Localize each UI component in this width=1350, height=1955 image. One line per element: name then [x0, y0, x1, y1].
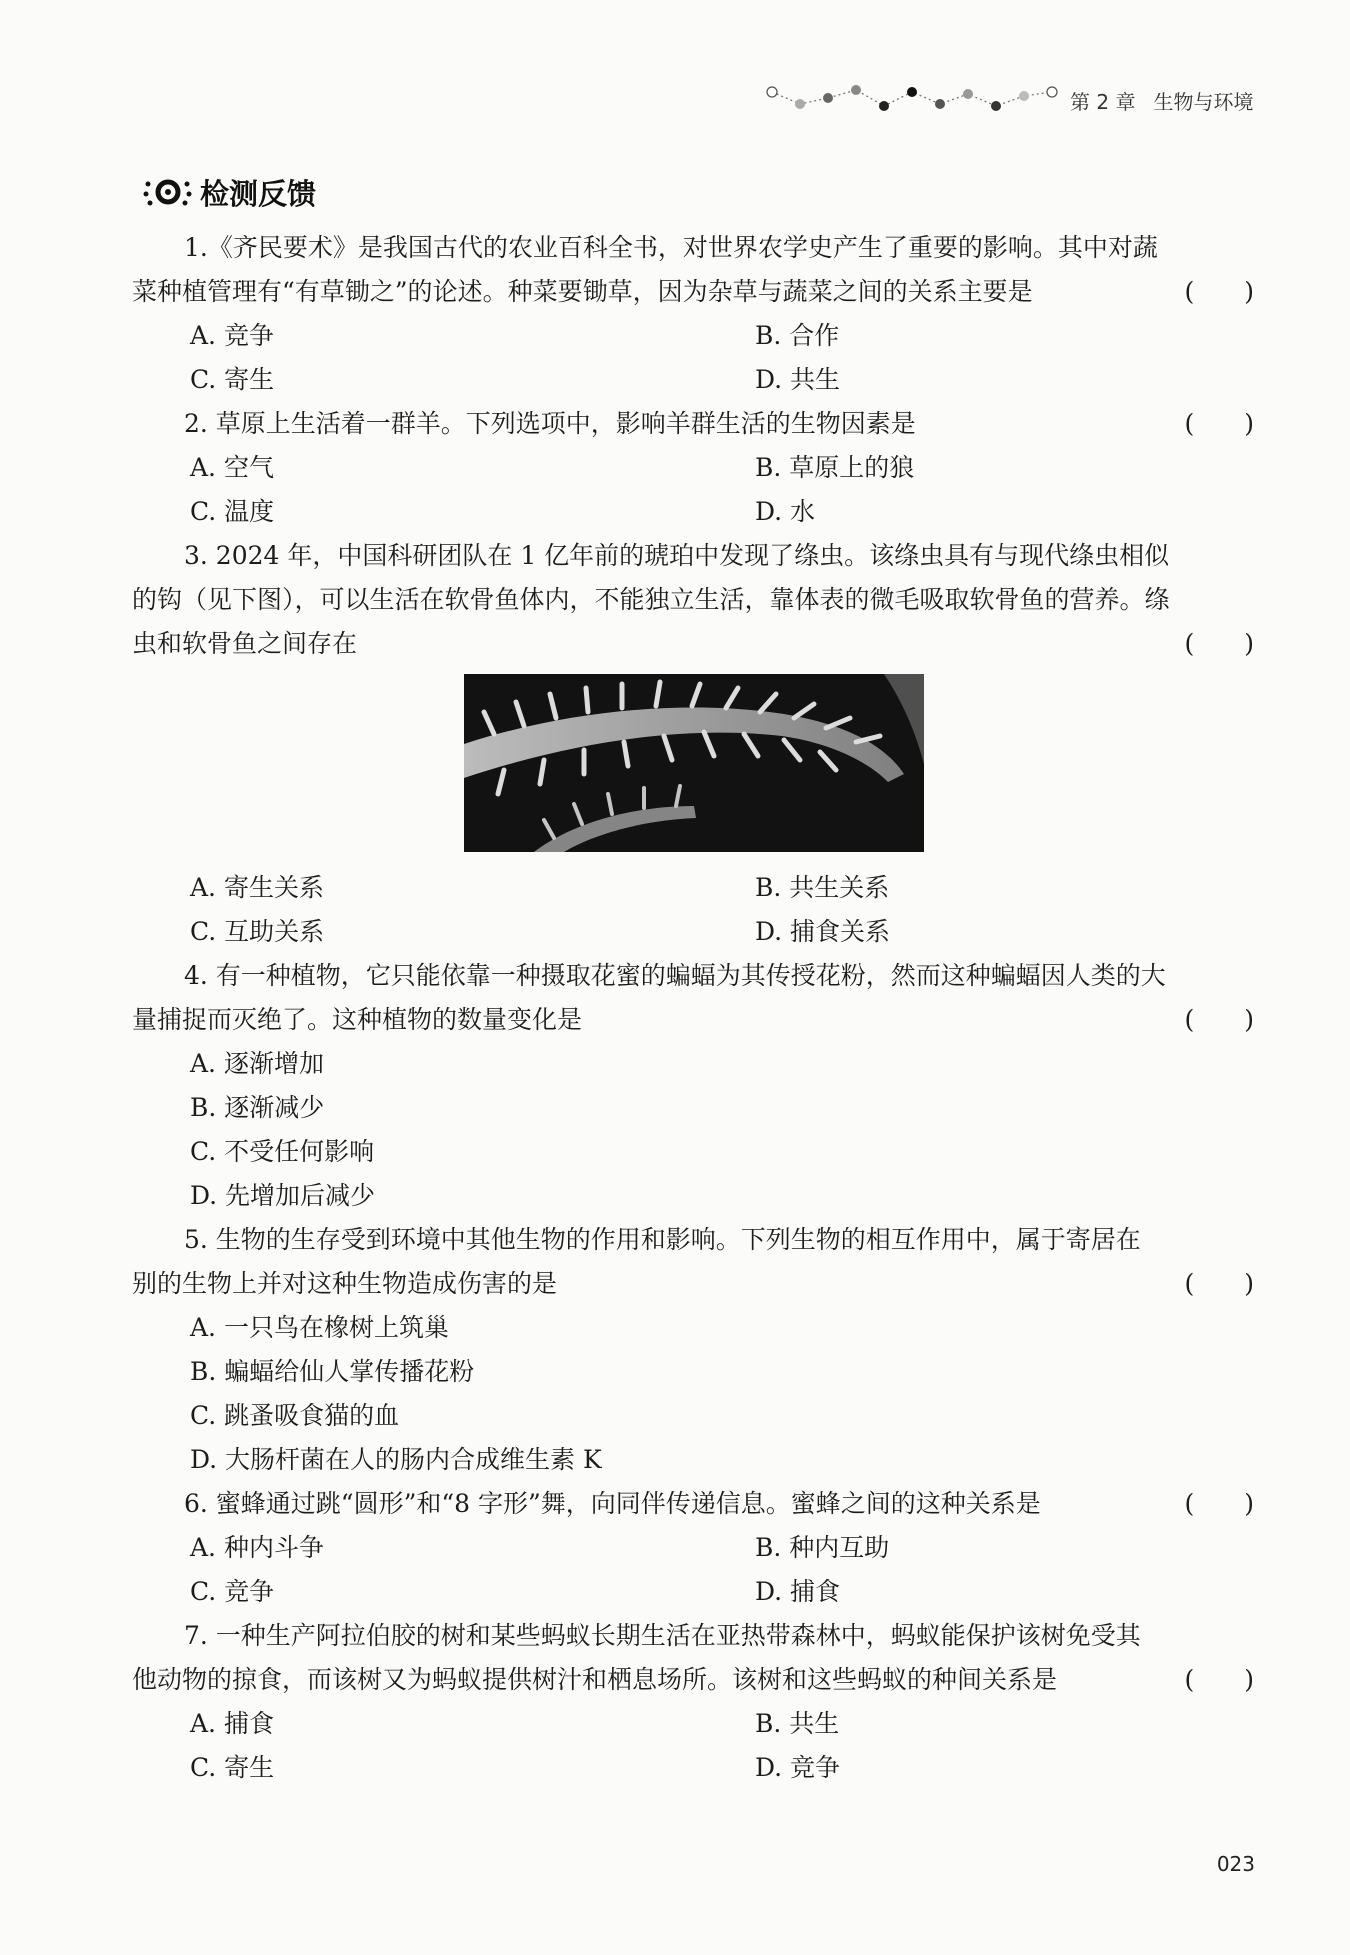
option-d: D. 捕食关系 — [755, 917, 891, 946]
answer-bracket: ( ) — [1184, 277, 1254, 306]
option-c: C. 竞争 — [190, 1577, 275, 1606]
question-stem-text: 他动物的掠食，而该树又为蚂蚁提供树汁和栖息场所。该树和这些蚂蚁的种间关系是 — [132, 1665, 1058, 1694]
option-row — [132, 1526, 1262, 1570]
question-stem-line: 1.《齐民要术》是我国古代的农业百科全书，对世界农学史产生了重要的影响。其中对蔬 — [184, 233, 1158, 262]
option-b: B. 共生关系 — [755, 873, 890, 902]
answer-bracket: ( ) — [1184, 1269, 1254, 1298]
question-stem-line — [132, 402, 1262, 446]
question-6 — [132, 1482, 1262, 1614]
option-d: D. 水 — [755, 497, 816, 526]
option-a: A. 空气 — [190, 453, 274, 482]
chapter-number: 第 2 章 — [1070, 90, 1136, 114]
question-stem-text: 量捕捉而灭绝了。这种植物的数量变化是 — [132, 1005, 583, 1034]
option-b: B. 逐渐减少 — [190, 1093, 325, 1122]
question-1 — [132, 226, 1262, 402]
option-d: D. 共生 — [755, 365, 841, 394]
page-number: 023 — [1216, 1852, 1255, 1876]
question-stem-line — [132, 1262, 1262, 1306]
option-b: B. 草原上的狼 — [755, 453, 915, 482]
magnifier-ring-icon — [138, 170, 194, 214]
option-b: B. 种内互助 — [755, 1533, 890, 1562]
option-row — [132, 910, 1262, 954]
question-7 — [132, 1614, 1262, 1790]
question-stem-line — [132, 270, 1262, 314]
section-heading — [138, 170, 316, 214]
question-stem-text: 菜种植管理有“有草锄之”的论述。种菜要锄草，因为杂草与蔬菜之间的关系主要是 — [132, 277, 1033, 306]
question-list — [132, 226, 1262, 1790]
option-d: D. 捕食 — [755, 1577, 841, 1606]
question-stem-line — [132, 1658, 1262, 1702]
option-row — [132, 1702, 1262, 1746]
option-d: D. 竞争 — [755, 1753, 841, 1782]
question-stem-text: 6. 蜜蜂通过跳“圆形”和“8 字形”舞，向同伴传递信息。蜜蜂之间的这种关系是 — [184, 1489, 1041, 1518]
option-row — [132, 314, 1262, 358]
header-dots-ornament — [760, 78, 1060, 118]
question-3 — [132, 534, 1262, 954]
option-a: A. 逐渐增加 — [190, 1049, 324, 1078]
option-c: C. 寄生 — [190, 365, 275, 394]
question-stem-line — [132, 622, 1262, 666]
option-a: A. 捕食 — [190, 1709, 274, 1738]
option-c: C. 不受任何影响 — [190, 1137, 375, 1166]
question-stem-line: 5. 生物的生存受到环境中其他生物的作用和影响。下列生物的相互作用中，属于寄居在 — [184, 1225, 1141, 1254]
question-5 — [132, 1218, 1262, 1482]
question-stem-line: 7. 一种生产阿拉伯胶的树和某些蚂蚁长期生活在亚热带森林中，蚂蚁能保护该树免受其 — [184, 1621, 1141, 1650]
option-b: B. 蝙蝠给仙人掌传播花粉 — [190, 1357, 475, 1386]
tapeworm-hook-image — [464, 674, 924, 852]
answer-bracket: ( ) — [1184, 1665, 1254, 1694]
option-c: C. 跳蚤吸食猫的血 — [190, 1401, 400, 1430]
option-row — [132, 1746, 1262, 1790]
option-a: A. 竞争 — [190, 321, 274, 350]
answer-bracket: ( ) — [1184, 1005, 1254, 1034]
option-a: A. 寄生关系 — [190, 873, 324, 902]
option-row — [132, 446, 1262, 490]
option-b: B. 共生 — [755, 1709, 840, 1738]
question-2 — [132, 402, 1262, 534]
option-row — [132, 490, 1262, 534]
question-4 — [132, 954, 1262, 1218]
option-a: A. 一只鸟在橡树上筑巢 — [190, 1313, 449, 1342]
question-stem-line: 3. 2024 年，中国科研团队在 1 亿年前的琥珀中发现了绦虫。该绦虫具有与现代绦虫相似 — [184, 541, 1170, 570]
question-stem-text: 虫和软骨鱼之间存在 — [132, 629, 358, 658]
option-a: A. 种内斗争 — [190, 1533, 324, 1562]
page-header — [760, 78, 1260, 118]
question-stem-line — [132, 1482, 1262, 1526]
option-c: C. 寄生 — [190, 1753, 275, 1782]
question-stem-line: 4. 有一种植物，它只能依靠一种摄取花蜜的蝙蝠为其传授花粉，然而这种蝙蝠因人类的大 — [184, 961, 1166, 990]
question-stem-text: 别的生物上并对这种生物造成伤害的是 — [132, 1269, 558, 1298]
option-d: D. 先增加后减少 — [190, 1181, 376, 1210]
tapeworm-hook-photo — [464, 674, 924, 852]
option-row — [132, 358, 1262, 402]
question-stem-line — [132, 998, 1262, 1042]
option-b: B. 合作 — [755, 321, 840, 350]
section-title: 检测反馈 — [200, 176, 317, 211]
question-stem-text: 2. 草原上生活着一群羊。下列选项中，影响羊群生活的生物因素是 — [184, 409, 916, 438]
answer-bracket: ( ) — [1184, 409, 1254, 438]
chapter-label — [1070, 86, 1271, 115]
option-row — [132, 1570, 1262, 1614]
answer-bracket: ( ) — [1184, 1489, 1254, 1518]
option-row — [132, 866, 1262, 910]
option-d: D. 大肠杆菌在人的肠内合成维生素 K — [190, 1445, 602, 1474]
option-c: C. 互助关系 — [190, 917, 325, 946]
option-c: C. 温度 — [190, 497, 275, 526]
question-stem-line: 的钩（见下图），可以生活在软骨鱼体内，不能独立生活，靠体表的微毛吸取软骨鱼的营养。绦 — [132, 585, 1170, 614]
answer-bracket: ( ) — [1184, 629, 1254, 658]
chapter-title: 生物与环境 — [1153, 90, 1254, 114]
